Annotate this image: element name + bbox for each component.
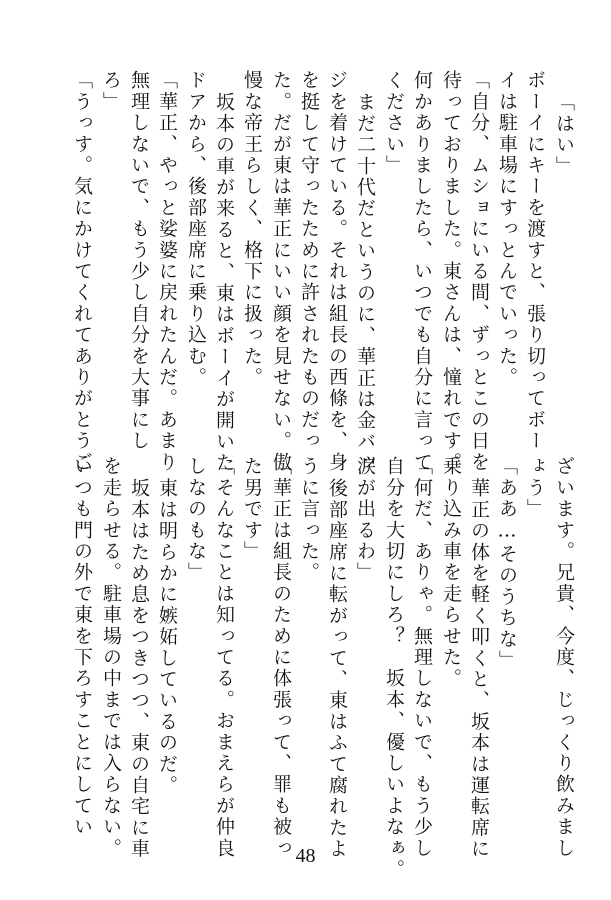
- lower-line-14: しなのもな」: [185, 456, 207, 584]
- upper-line-9: ジを着けている。それは組長の西條を、身: [326, 70, 348, 473]
- upper-line-15: 「華正、やっと娑婆に戻れたんだ。あまり: [156, 70, 178, 473]
- lower-line-15: 東は明らかに嫉妬しているのだ。: [156, 478, 178, 796]
- lower-line-17: を走らせる。駐車場の中までは入らない。: [100, 456, 122, 859]
- lower-line-9: 後部座席に転がって、東はふて腐れたよ: [326, 478, 348, 860]
- lower-line-6: 「何だ、ありゃ。無理しないで、もう少し: [411, 456, 433, 859]
- lower-line-13: 「そんなことは知ってる。おまえらが仲良: [213, 456, 235, 859]
- lower-line-2: ょう」: [524, 456, 546, 520]
- lower-line-3: 「ああ…そのうちな」: [496, 456, 518, 671]
- upper-line-10: を挺して守ったために許されたものだっ: [298, 70, 320, 452]
- upper-line-8: まだ二十代だというのに、華正は金バッ: [354, 92, 376, 474]
- upper-line-4: 「自分、ムショにいる間、ずっとこの日を: [468, 70, 490, 473]
- upper-line-6: 何かありましたら、いつでも自分に言って: [411, 70, 433, 473]
- upper-line-14: ドアから、後部座席に乗り込む。: [185, 70, 207, 388]
- lower-line-18: いつも門の外で東を下ろすことにしてい: [71, 456, 93, 838]
- upper-line-2: ボーイにキーを渡すと、張り切ってボー: [524, 70, 546, 452]
- lower-line-10: うに言った。: [298, 456, 320, 584]
- upper-line-13: 坂本の車が来ると、東はボーイが開いた: [213, 92, 235, 474]
- upper-line-5: 待っておりました。東さんは、憧れです。: [440, 70, 462, 473]
- lower-line-11: 「華正は組長のために体張って、罪も被っ: [270, 456, 292, 859]
- lower-line-16: 坂本はため息をつきつつ、東の自宅に車: [128, 478, 150, 860]
- lower-line-12: た男です」: [241, 456, 263, 562]
- upper-line-3: イは駐車場にすっとんでいった。: [496, 70, 518, 388]
- lower-line-5: 乗り込み車を走らせた。: [440, 456, 462, 690]
- upper-line-17: ろ」: [100, 70, 122, 113]
- page-number: 48: [295, 845, 316, 867]
- upper-line-11: た。だが東は華正にいい顔を見せない。傲: [270, 70, 292, 473]
- lower-line-8: 涙が出るわ」: [354, 456, 376, 584]
- upper-line-1: 「はい」: [553, 92, 575, 177]
- lower-line-4: 華正の体を軽く叩くと、坂本は運転席に: [468, 478, 490, 860]
- lower-line-1: ざいます。兄貴、今度、じっくり飲みまし: [553, 456, 575, 859]
- upper-line-18: 「うっす。気にかけてくれてありがとうご: [71, 70, 93, 473]
- upper-line-7: ください」: [383, 70, 405, 176]
- upper-line-16: 無理しないで、もう少し自分を大事にし: [128, 70, 150, 452]
- lower-line-7: 自分を大切にしろ？ 坂本、優しいよなぁ。: [383, 456, 405, 880]
- upper-line-12: 慢な帝王らしく、格下に扱った。: [241, 70, 263, 388]
